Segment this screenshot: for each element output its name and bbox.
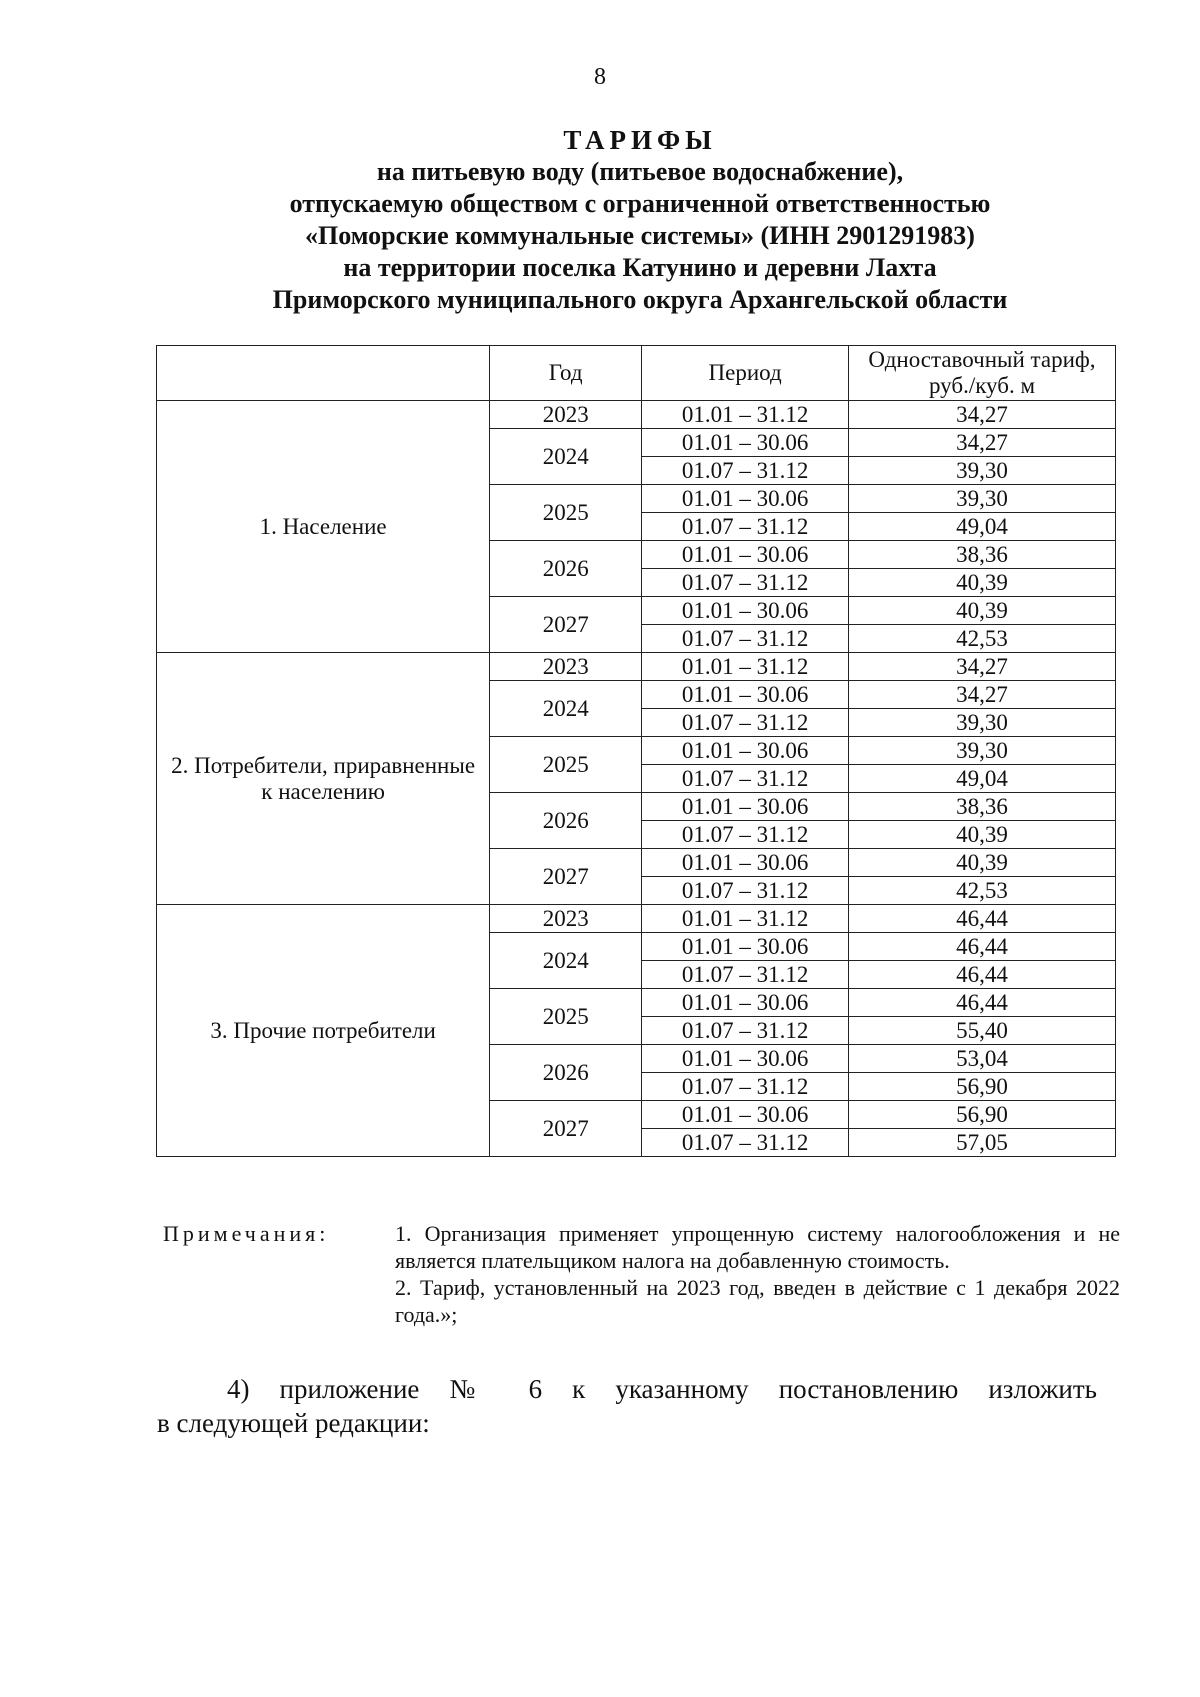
year-cell: 2025	[490, 989, 642, 1045]
year-cell: 2024	[490, 933, 642, 989]
period-cell: 01.07 – 31.12	[642, 569, 849, 597]
period-cell: 01.07 – 31.12	[642, 457, 849, 485]
period-cell: 01.07 – 31.12	[642, 765, 849, 793]
period-cell: 01.01 – 30.06	[642, 485, 849, 513]
tariff-cell: 46,44	[848, 989, 1115, 1017]
period-cell: 01.01 – 30.06	[642, 681, 849, 709]
year-cell: 2023	[490, 653, 642, 681]
title-line: на питьевую воду (питьевое водоснабжение),	[376, 157, 904, 186]
header-cell-category	[157, 346, 490, 401]
year-cell: 2025	[490, 737, 642, 793]
period-cell: 01.07 – 31.12	[642, 1073, 849, 1101]
table-row	[157, 401, 1116, 429]
tariff-cell: 40,39	[848, 821, 1115, 849]
period-cell: 01.01 – 30.06	[642, 933, 849, 961]
tariff-cell: 46,44	[848, 961, 1115, 989]
tariff-cell: 39,30	[848, 737, 1115, 765]
period-cell: 01.01 – 30.06	[642, 989, 849, 1017]
period-cell: 01.01 – 31.12	[642, 905, 849, 933]
tariff-cell: 39,30	[848, 485, 1115, 513]
year-cell: 2024	[490, 429, 642, 485]
period-cell: 01.01 – 30.06	[642, 429, 849, 457]
table-row	[157, 905, 1116, 933]
title-main: ТАРИФЫ	[563, 125, 717, 155]
table-row	[157, 653, 1116, 681]
tariff-cell: 46,44	[848, 905, 1115, 933]
period-cell: 01.01 – 30.06	[642, 737, 849, 765]
year-cell: 2027	[490, 849, 642, 905]
period-cell: 01.01 – 31.12	[642, 653, 849, 681]
notes-label: Примечания:	[163, 1221, 330, 1246]
tariff-cell: 55,40	[848, 1017, 1115, 1045]
period-cell: 01.07 – 31.12	[642, 625, 849, 653]
tariff-table-body	[157, 401, 1116, 1157]
tariff-cell: 38,36	[848, 541, 1115, 569]
tariff-table	[156, 345, 1116, 1157]
title-line: Приморского муниципального округа Архангельской области	[272, 285, 1008, 314]
title-line: на территории поселка Катунино и деревни Лахта	[343, 253, 937, 282]
tariff-cell: 39,30	[848, 709, 1115, 737]
tariff-cell: 34,27	[848, 401, 1115, 429]
year-cell: 2025	[490, 485, 642, 541]
paragraph-line: в следующей редакции:	[157, 1408, 430, 1438]
period-cell: 01.01 – 30.06	[642, 541, 849, 569]
tariff-cell: 49,04	[848, 513, 1115, 541]
title-line: отпускаемую обществом с ограниченной ответственностью	[289, 189, 991, 218]
period-cell: 01.01 – 30.06	[642, 597, 849, 625]
tariff-cell: 57,05	[848, 1129, 1115, 1157]
year-cell: 2023	[490, 401, 642, 429]
period-cell: 01.07 – 31.12	[642, 961, 849, 989]
tariff-cell: 56,90	[848, 1101, 1115, 1129]
header-cell-year: Год	[490, 346, 642, 401]
period-cell: 01.07 – 31.12	[642, 709, 849, 737]
tariff-cell: 40,39	[848, 597, 1115, 625]
year-cell: 2023	[490, 905, 642, 933]
amendment-paragraph	[157, 1372, 1097, 1440]
tariff-cell: 49,04	[848, 765, 1115, 793]
note-item: 2. Тариф, установленный на 2023 год, введен в действие с 1 декабря 2022 года.»;	[395, 1275, 1120, 1327]
page-number: 8	[594, 64, 606, 90]
year-cell: 2027	[490, 1101, 642, 1157]
year-cell: 2026	[490, 793, 642, 849]
tariff-cell: 42,53	[848, 625, 1115, 653]
title-line: «Поморские коммунальные системы» (ИНН 2901291983)	[305, 221, 975, 250]
category-cell: 1. Население	[157, 401, 490, 653]
tariff-cell: 40,39	[848, 849, 1115, 877]
document-title	[150, 124, 1130, 316]
table-header-row	[157, 346, 1116, 401]
period-cell: 01.01 – 30.06	[642, 1045, 849, 1073]
tariff-cell: 39,30	[848, 457, 1115, 485]
tariff-cell: 40,39	[848, 569, 1115, 597]
period-cell: 01.01 – 30.06	[642, 1101, 849, 1129]
year-cell: 2026	[490, 1045, 642, 1101]
paragraph-line: 4) приложение № 6 к указанному постановлению изложить	[227, 1374, 1097, 1404]
tariff-cell: 38,36	[848, 793, 1115, 821]
tariff-cell: 53,04	[848, 1045, 1115, 1073]
tariff-cell: 46,44	[848, 933, 1115, 961]
tariff-cell: 34,27	[848, 429, 1115, 457]
tariff-cell: 56,90	[848, 1073, 1115, 1101]
category-cell: 2. Потребители, приравненные к населению	[157, 653, 490, 905]
period-cell: 01.07 – 31.12	[642, 513, 849, 541]
tariff-cell: 42,53	[848, 877, 1115, 905]
year-cell: 2027	[490, 597, 642, 653]
period-cell: 01.01 – 30.06	[642, 849, 849, 877]
note-item: 1. Организация применяет упрощенную систему налогообложения и не является плательщиком налога на добавленную стоимость.	[395, 1221, 1120, 1273]
period-cell: 01.07 – 31.12	[642, 821, 849, 849]
tariff-cell: 34,27	[848, 653, 1115, 681]
period-cell: 01.01 – 30.06	[642, 793, 849, 821]
period-cell: 01.07 – 31.12	[642, 877, 849, 905]
period-cell: 01.07 – 31.12	[642, 1129, 849, 1157]
period-cell: 01.07 – 31.12	[642, 1017, 849, 1045]
period-cell: 01.01 – 31.12	[642, 401, 849, 429]
category-cell: 3. Прочие потребители	[157, 905, 490, 1157]
header-cell-period: Период	[642, 346, 849, 401]
header-cell-tariff: Одноставочный тариф, руб./куб. м	[848, 346, 1115, 401]
year-cell: 2024	[490, 681, 642, 737]
year-cell: 2026	[490, 541, 642, 597]
notes-body	[395, 1220, 1120, 1328]
tariff-cell: 34,27	[848, 681, 1115, 709]
